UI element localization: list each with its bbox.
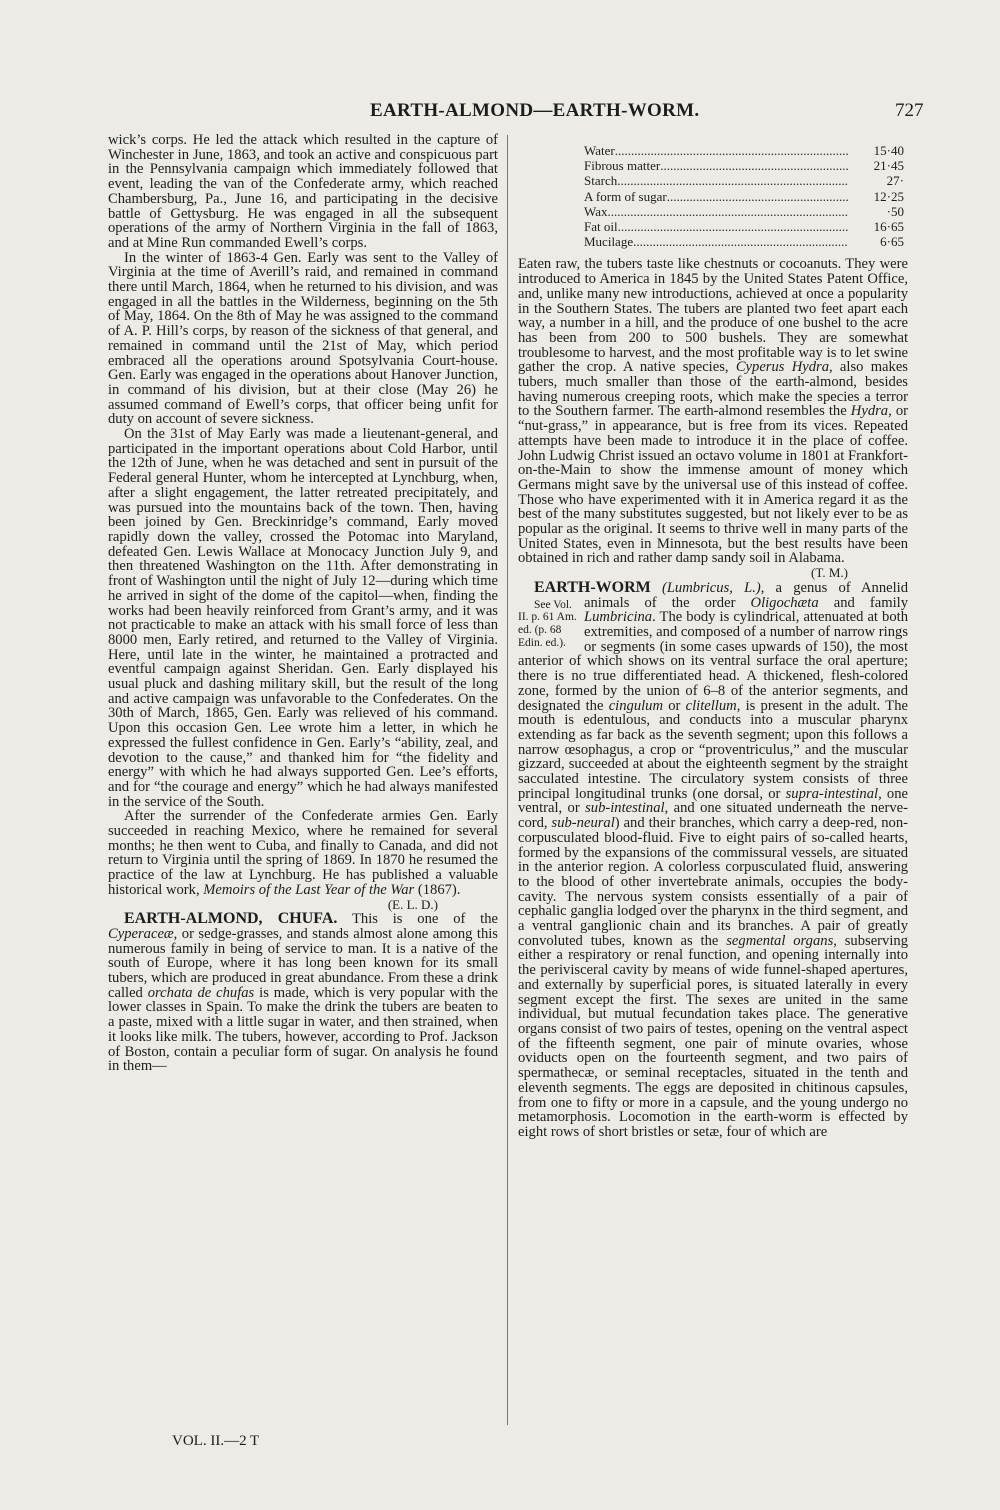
text-run: , and one situated underneath the nerve-cord, bbox=[518, 800, 908, 832]
text-run: This is one of the bbox=[351, 911, 498, 928]
page-number: 727 bbox=[895, 100, 924, 121]
right-column bbox=[518, 143, 908, 1140]
paragraph bbox=[518, 257, 908, 566]
text-run: or bbox=[668, 697, 681, 714]
text-run: , is present in the adult. The mouth is edentulous, and conducts into a muscular pharynx extending as far back as the seventh segment; upon this follows a narrow œsophagus, a crop or “proventriculus,” and the muscular gizzard, succeeded at about the eighteenth segment by the straight sacculated intestine. The circulatory system consists of three principal longitudinal trunks (one dorsal, or bbox=[518, 697, 908, 802]
running-title: EARTH-ALMOND—EARTH-WORM. bbox=[370, 100, 700, 121]
analysis-table bbox=[584, 143, 904, 249]
analysis-value: 27· bbox=[886, 173, 904, 189]
italic-term: sub-neural bbox=[551, 815, 615, 832]
italic-term: Hydra bbox=[850, 403, 889, 420]
analysis-row bbox=[584, 173, 904, 188]
italic-term: Lumbricina bbox=[584, 609, 653, 626]
text-run: ) and their branches, which carry a deep-red, non-corpusculated blood-fluid. Five to eight pairs of so-called hearts, formed by the expansions of the commissural vessels, are situated in the anterior region. A colorless corpusculated fluid, answering to the blood of other invertebrate animals, occupies the body-cavity. The nervous system consists essentially of a pair of cephalic ganglia lodged over the pharynx in the third segment, and a ventral ganglionic chain and its branches. A pair of greatly convoluted tubes, known as the bbox=[518, 815, 908, 949]
italic-term: Oligochæta bbox=[750, 594, 819, 611]
italic-term: clitellum bbox=[685, 697, 737, 714]
analysis-row bbox=[584, 204, 904, 219]
text-run: is made, which is very popular with the lower classes in Spain. To make the drink the tubers are beaten to a paste, mixed with a little sugar in water, and then strained, when it looks like milk. The tubers, however, according to Prof. Jackson of Boston, contain a peculiar form of sugar. On analysis he found in them— bbox=[108, 984, 498, 1075]
paragraph: wick’s corps. He led the attack which resulted in the capture of Winchester in June, 1863, and took an active and conspicuous part in the Pennsylvania campaign which immediately followed that event, leading the van of the Confederate army, which reached Chambersburg, Pa., June 16, and participating in the decisive battle of Gettysburg. He was engaged in all the subsequent operations of the army of Northern Virginia in the fall of 1863, and at Mine Run commanded Ewell’s corps. bbox=[108, 132, 498, 251]
analysis-row bbox=[584, 143, 904, 158]
analysis-value: 15·40 bbox=[873, 143, 904, 158]
analysis-value: 12·25 bbox=[873, 188, 904, 204]
entry-paragraph bbox=[108, 912, 498, 1074]
text-run: , one ventral, or bbox=[518, 785, 909, 817]
entry-heading: EARTH-WORM bbox=[534, 578, 651, 596]
italic-term: orchata de chufas bbox=[147, 984, 255, 1001]
analysis-value: 16·65 bbox=[873, 219, 904, 235]
analysis-label: Water bbox=[584, 143, 615, 158]
analysis-row bbox=[584, 234, 904, 249]
book-title: Memoirs of the Last Year of the War bbox=[203, 881, 415, 898]
paragraph: In the winter of 1863-4 Gen. Early was sent to the Valley of Virginia at the time of Averill’s raid, and remained in command there until March, 1864, when he returned to his division, and was engaged in all the battles in the Wilderness, beginning on the 5th of May, 1864. On the 8th of May he was assigned to the command of A. P. Hill’s corps, by reason of the sickness of that general, and remained in command until the 21st of May, which period embraced all the operations around Spotsylvania Court-house. Gen. Early was engaged in the operations about Hanover Junction, in command of his division, but at their close (May 26) he assumed command of Ewell’s corps, that officer being unfit for duty on account of severe sickness. bbox=[108, 249, 498, 428]
author-signature: (T. M.) bbox=[811, 565, 848, 581]
italic-term: supra-intestinal bbox=[785, 785, 879, 802]
analysis-row bbox=[584, 158, 904, 173]
leader-dots bbox=[617, 173, 848, 188]
text-run: . The body is cylindrical, attenuated at both extremities, and composed of a number of narrow rings or segments (in some cases upwards of 150), the most anterior of which shows on its ventral surface the oral aperture; there is no true differentiated head. A thickened, flesh-colored zone, formed by the union of 6–8 of the anterior segments, and designated the bbox=[518, 609, 908, 714]
text-run: Eaten raw, the tubers taste like chestnuts or cocoanuts. They were introduced to America in 1845 by the United States Patent Office, and, unlike many new introductions, achieved at once a popularity in the Southern States. The tubers are planted two feet apart each way, a number in a hill, and the produce of one bushel to the acre has been from 200 to 500 bushels. They are somewhat troublesome to harvest, and the most profitable way is to let swine gather the crop. A native species, bbox=[518, 256, 908, 376]
text-run: , or sedge-grasses, and stands almost alone among this numerous family in being of service to man. It is a native of the south of Europe, where it has long been known for its small tubers, which are produced in great abundance. From these a drink called bbox=[108, 925, 498, 1001]
paragraph bbox=[108, 809, 498, 897]
entry-paragraph bbox=[518, 578, 909, 1140]
paragraph: On the 31st of May Early was made a lieutenant-general, and participated in the important operations about Cold Harbor, until the 12th of June, when he was detached and sent in pursuit of the Federal general Hunter, whom he intercepted at Lynchburg, when, after a slight engagement, the latter retreated precipitately, and was pursued into the mountains back of the town. Then, having been joined by Gen. Breckinridge’s command, Early moved rapidly down the valley, crossed the Potomac into Maryland, defeated Gen. Lewis Wallace at Monocacy Junction July 9, and then threatened Washington on the 11th. After demonstrating in front of Washington until the night of July 12—during which time he arrived in sight of the dome of the capitol—when, finding the works had been heavily reinforced from Grant’s army, and it was not practicable to make an attack with his small force of less than 8000 men, Early retired, and returned to the Valley of Virginia. Here, until late in the winter, he maintained a protracted and eventful campaign against Sheridan. Gen. Early displayed his usual pluck and dashing military skill, but the result of the long and active campaign was unfavorable to the Confederates. On the 30th of March, 1865, Gen. Early was relieved of his command. Upon this occasion Gen. Lee wrote him a letter, in which he expressed the fullest confidence in Gen. Early’s “ability, zeal, and devotion to the cause,” and thanked him for “the fidelity and energy” with which he had always supported Gen. Lee’s efforts, and for “the courage and energy” which he had always manifested in the service of the South. bbox=[108, 426, 498, 810]
text-run: (1867). bbox=[417, 881, 461, 898]
leader-dots bbox=[660, 158, 848, 173]
text-run: , subserving either a respiratory or renal function, and opening internally into the perivisceral cavity by means of wide funnel-shaped apertures, and externally by superficial pores, is situated laterally in every segment except the first. The sexes are united in the same individual, but mutual fecundation takes place. The generative organs consist of two pairs of testes, opening on the ventral aspect of the fifteenth segment, one pair of minute ovaries, whose oviducts open on the fourteenth segment, and two pairs of spermathecæ, or seminal receptacles, situated in the tenth and eleventh segments. The eggs are deposited in chitinous capsules, from one to fifty or more in a capsule, and the young undergo no metamorphosis. Locomotion in the earth-worm is effected by eight rows of short bristles or setæ, four of which are bbox=[518, 932, 908, 1140]
italic-term: Cyperus Hydra bbox=[735, 359, 830, 376]
analysis-row bbox=[584, 219, 904, 234]
entry-heading: EARTH-ALMOND, CHUFA. bbox=[124, 910, 338, 928]
analysis-label: Mucilage bbox=[584, 234, 634, 250]
analysis-label: Starch bbox=[584, 173, 618, 189]
italic-term: cingulum bbox=[608, 697, 664, 714]
italic-term: sub-intestinal bbox=[585, 800, 665, 817]
leader-dots bbox=[608, 204, 849, 219]
leader-dots bbox=[618, 219, 848, 234]
text-run: and family bbox=[833, 594, 908, 611]
analysis-value: 21·45 bbox=[873, 158, 904, 174]
leader-dots bbox=[667, 189, 848, 204]
italic-term: segmental organs bbox=[726, 932, 834, 949]
text-run: After the surrender of the Confederate armies Gen. Early succeeded in reaching Mexico, where he remained for several months; he then went to Cuba, and finally to Canada, and did not return to Virginia until the spring of 1869. In 1870 he resumed the practice of the law at Lynchburg. He has published a valuable historical work, bbox=[108, 808, 498, 898]
analysis-row bbox=[584, 189, 904, 204]
italic-term: (Lumbricus, L.) bbox=[661, 579, 761, 596]
left-column bbox=[108, 133, 498, 1074]
analysis-value: ·50 bbox=[886, 203, 904, 219]
column-divider bbox=[507, 135, 508, 1425]
signature-mark: VOL. II.—2 T bbox=[172, 1433, 260, 1449]
text-run: , or “nut-grass,” in appearance, but is free from its vices. Repeated attempts have been made to introduce it in the place of coffee. John Ludwig Christ issued an octavo volume in 1801 at Frankfort-on-the-Main to show the immense amount of money which Germans might save by the universal use of this instead of coffee. Those who have experimented with it in America regard it as the best of the many substitutes suggested, but not likely ever to be as popular as the original. It seems to thrive well in many parts of the United States, even in Minnesota, but the best results have been obtained in rich and rather damp sandy soil in Alabama. bbox=[518, 403, 908, 567]
analysis-label: Wax bbox=[584, 203, 608, 219]
margin-note: See Vol. II. p. 61 Am. ed. (p. 68 Edin. ed.). bbox=[518, 598, 577, 649]
analysis-label: Fat oil bbox=[584, 219, 618, 235]
author-signature: (E. L. D.) bbox=[387, 896, 438, 912]
text-run: , also makes tubers, much smaller than those of the earth-almond, besides having numerous creeping roots, which make the species a terror to the Southern farmer. The earth-almond resembles the bbox=[518, 359, 908, 420]
leader-dots bbox=[633, 234, 848, 249]
text-run: , a genus of Annelid animals of the order bbox=[584, 579, 908, 611]
italic-term: Cyperaceæ bbox=[108, 925, 174, 942]
analysis-value: 6·65 bbox=[880, 234, 904, 250]
analysis-label: A form of sugar bbox=[584, 188, 667, 204]
leader-dots bbox=[615, 143, 848, 158]
analysis-label: Fibrous matter bbox=[584, 158, 661, 174]
